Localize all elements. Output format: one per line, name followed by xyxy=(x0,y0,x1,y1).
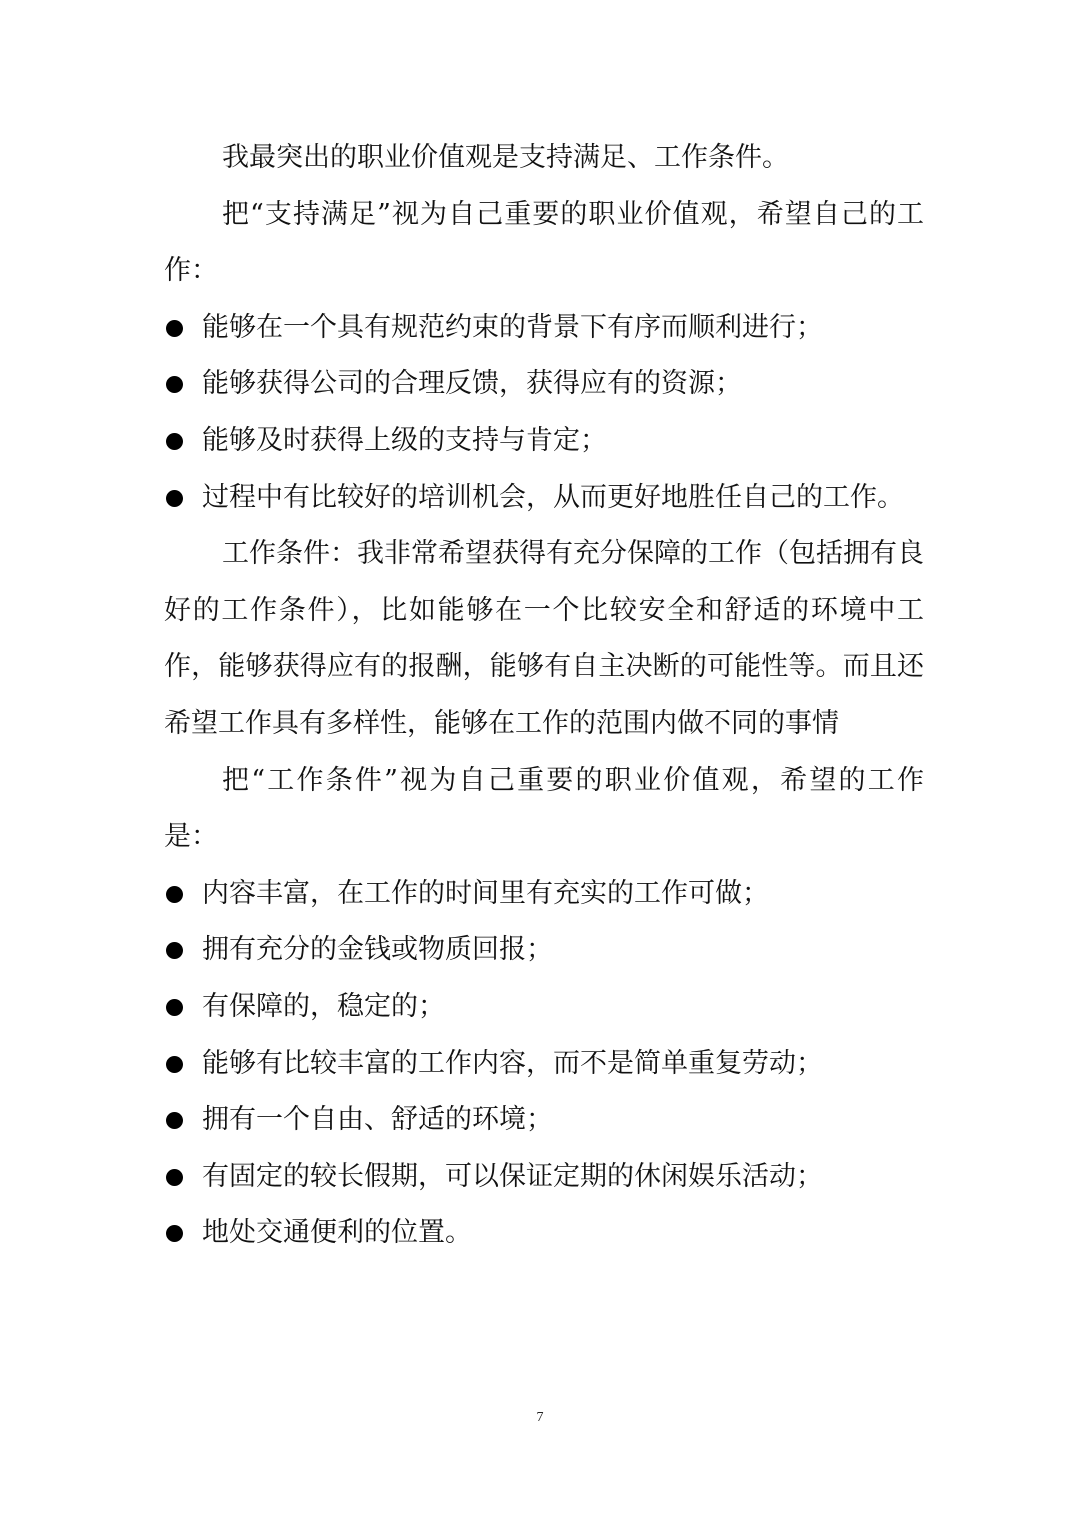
list-item: 能够获得公司的合理反馈，获得应有的资源； xyxy=(164,356,924,413)
list-item: 能够在一个具有规范约束的背景下有序而顺利进行； xyxy=(164,300,924,357)
page-content xyxy=(164,130,924,1262)
list-item: 有固定的较长假期，可以保证定期的休闲娱乐活动； xyxy=(164,1149,924,1206)
page-number: 7 xyxy=(536,1410,544,1425)
bullet-icon xyxy=(166,1112,183,1129)
support-bullet-list xyxy=(164,300,924,526)
bullet-icon xyxy=(166,1169,183,1186)
bullet-icon xyxy=(166,433,183,450)
bullet-icon xyxy=(166,1225,183,1242)
bullet-icon xyxy=(166,376,183,393)
list-item: 拥有一个自由、舒适的环境； xyxy=(164,1092,924,1149)
conditions-lead-paragraph: 把“工作条件”视为自己重要的职业价值观，希望的工作是： xyxy=(164,764,924,853)
list-item: 过程中有比较好的培训机会，从而更好地胜任自己的工作。 xyxy=(164,470,924,527)
list-item: 能够有比较丰富的工作内容，而不是简单重复劳动； xyxy=(164,1036,924,1093)
bullet-icon xyxy=(166,886,183,903)
conditions-bullet-list xyxy=(164,866,924,1262)
work-conditions-paragraph: 工作条件：我非常希望获得有充分保障的工作（包括拥有良好的工作条件），比如能够在一个比较安全和舒适的环境中工作，能够获得应有的报酬，能够有自主决断的可能性等。而且还希望工作具有多样性，能够在工作的范围内做不同的事情 xyxy=(164,538,924,739)
list-item: 地处交通便利的位置。 xyxy=(164,1205,924,1262)
bullet-icon xyxy=(166,320,183,337)
bullet-icon xyxy=(166,999,183,1016)
bullet-icon xyxy=(166,490,183,507)
support-lead-paragraph: 把“支持满足”视为自己重要的职业价值观，希望自己的工作： xyxy=(164,198,924,287)
list-item: 有保障的，稳定的； xyxy=(164,979,924,1036)
bullet-icon xyxy=(166,1056,183,1073)
list-item: 拥有充分的金钱或物质回报； xyxy=(164,922,924,979)
list-item: 能够及时获得上级的支持与肯定； xyxy=(164,413,924,470)
bullet-icon xyxy=(166,942,183,959)
intro-paragraph: 我最突出的职业价值观是支持满足、工作条件。 xyxy=(222,142,789,173)
list-item: 内容丰富，在工作的时间里有充实的工作可做； xyxy=(164,866,924,923)
